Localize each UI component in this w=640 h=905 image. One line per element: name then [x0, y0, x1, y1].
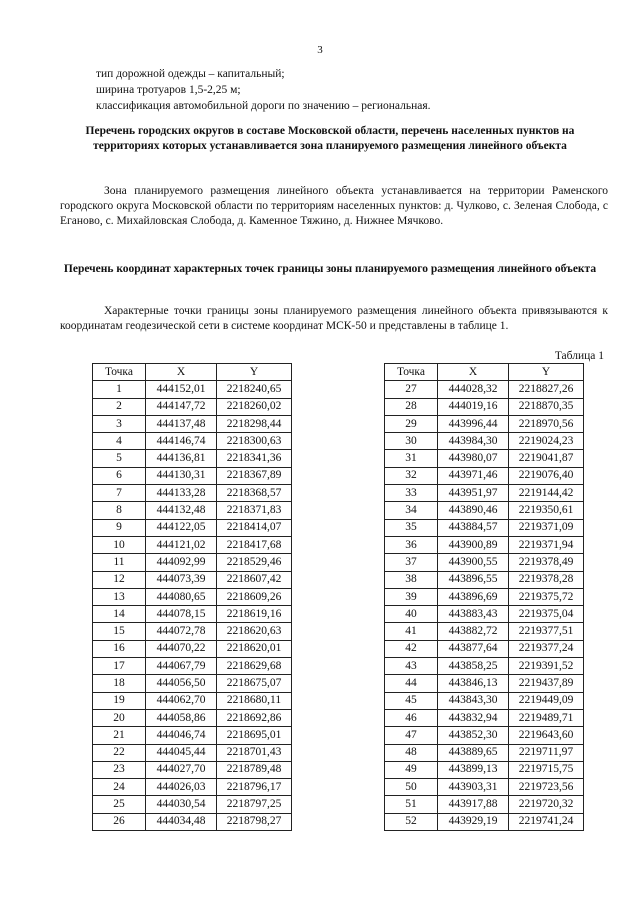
cell-point: 19 [93, 692, 146, 709]
cell-point: 45 [385, 692, 438, 709]
cell-y: 2218367,89 [217, 467, 292, 484]
cell-point: 7 [93, 485, 146, 502]
header-x: X [146, 364, 217, 381]
cell-x: 443984,30 [438, 433, 509, 450]
table-row [385, 761, 584, 778]
table-row [385, 692, 584, 709]
cell-point: 49 [385, 761, 438, 778]
cell-y: 2218798,27 [217, 813, 292, 830]
cell-y: 2218240,65 [217, 381, 292, 398]
cell-point: 21 [93, 727, 146, 744]
cell-x: 444026,03 [146, 779, 217, 796]
cell-x: 443846,13 [438, 675, 509, 692]
cell-x: 443843,30 [438, 692, 509, 709]
cell-point: 39 [385, 588, 438, 605]
cell-x: 444028,32 [438, 381, 509, 398]
cell-point: 23 [93, 761, 146, 778]
cell-point: 25 [93, 796, 146, 813]
cell-point: 43 [385, 658, 438, 675]
cell-x: 444072,78 [146, 623, 217, 640]
cell-x: 443884,57 [438, 519, 509, 536]
cell-y: 2219741,24 [509, 813, 584, 830]
cell-y: 2219350,61 [509, 502, 584, 519]
header-y: Y [509, 364, 584, 381]
cell-point: 32 [385, 467, 438, 484]
cell-point: 11 [93, 554, 146, 571]
cell-x: 444133,28 [146, 485, 217, 502]
cell-x: 443877,64 [438, 640, 509, 657]
cell-x: 443832,94 [438, 709, 509, 726]
cell-y: 2219391,52 [509, 658, 584, 675]
cell-point: 8 [93, 502, 146, 519]
cell-x: 444137,48 [146, 415, 217, 432]
cell-y: 2218414,07 [217, 519, 292, 536]
table-row [385, 709, 584, 726]
table-row [385, 381, 584, 398]
table-row [93, 588, 292, 605]
cell-x: 444073,39 [146, 571, 217, 588]
table-row [93, 398, 292, 415]
cell-y: 2218619,16 [217, 606, 292, 623]
cell-x: 443900,55 [438, 554, 509, 571]
cell-point: 52 [385, 813, 438, 830]
cell-point: 10 [93, 536, 146, 553]
table-row [385, 588, 584, 605]
section-heading-municipalities: Перечень городских округов в составе Московской области, перечень населенных пунктов на территориях которых устанавливается зона планируемого размещения линейного объекта [85, 125, 575, 152]
table-row [93, 709, 292, 726]
table-row [93, 675, 292, 692]
cell-y: 2219371,94 [509, 536, 584, 553]
section-heading-coordinates: Перечень координат характерных точек границы зоны планируемого размещения линейного объекта [63, 263, 597, 275]
cell-y: 2219489,71 [509, 709, 584, 726]
cell-x: 443896,55 [438, 571, 509, 588]
cell-y: 2219378,49 [509, 554, 584, 571]
table-row [385, 796, 584, 813]
cell-x: 443917,88 [438, 796, 509, 813]
cell-y: 2219024,23 [509, 433, 584, 450]
table-row [385, 536, 584, 553]
cell-point: 37 [385, 554, 438, 571]
table-row [385, 502, 584, 519]
cell-point: 18 [93, 675, 146, 692]
cell-x: 444130,31 [146, 467, 217, 484]
cell-point: 40 [385, 606, 438, 623]
cell-x: 443900,89 [438, 536, 509, 553]
cell-y: 2218797,25 [217, 796, 292, 813]
cell-x: 444027,70 [146, 761, 217, 778]
cell-y: 2219643,60 [509, 727, 584, 744]
cell-y: 2219449,09 [509, 692, 584, 709]
cell-y: 2218607,42 [217, 571, 292, 588]
cell-x: 444121,02 [146, 536, 217, 553]
table-row [93, 485, 292, 502]
cell-point: 6 [93, 467, 146, 484]
cell-x: 444045,44 [146, 744, 217, 761]
cell-point: 5 [93, 450, 146, 467]
table-row [385, 744, 584, 761]
table-row [93, 623, 292, 640]
table-row [385, 433, 584, 450]
table-row [93, 381, 292, 398]
table-caption: Таблица 1 [554, 350, 604, 362]
cell-x: 444122,05 [146, 519, 217, 536]
cell-x: 444092,99 [146, 554, 217, 571]
cell-point: 15 [93, 623, 146, 640]
table-row [385, 571, 584, 588]
table-row [385, 398, 584, 415]
table-row [385, 485, 584, 502]
intro-lines [96, 66, 431, 114]
coordinates-table-right [384, 363, 584, 831]
cell-y: 2219711,97 [509, 744, 584, 761]
table-row [385, 623, 584, 640]
cell-point: 20 [93, 709, 146, 726]
table-row [385, 779, 584, 796]
table-row [385, 640, 584, 657]
table-row [93, 779, 292, 796]
cell-y: 2218609,26 [217, 588, 292, 605]
cell-point: 3 [93, 415, 146, 432]
header-point: Точка [93, 364, 146, 381]
cell-x: 444058,86 [146, 709, 217, 726]
cell-y: 2218368,57 [217, 485, 292, 502]
intro-line: тип дорожной одежды – капитальный; [96, 68, 285, 80]
cell-y: 2219377,51 [509, 623, 584, 640]
cell-y: 2218341,36 [217, 450, 292, 467]
header-point: Точка [385, 364, 438, 381]
table-row [93, 606, 292, 623]
cell-point: 48 [385, 744, 438, 761]
table-row [93, 640, 292, 657]
cell-x: 444056,50 [146, 675, 217, 692]
table-row [93, 415, 292, 432]
cell-point: 12 [93, 571, 146, 588]
cell-x: 444147,72 [146, 398, 217, 415]
table-header-row [385, 364, 584, 381]
cell-point: 27 [385, 381, 438, 398]
header-y: Y [217, 364, 292, 381]
cell-x: 443971,46 [438, 467, 509, 484]
cell-point: 38 [385, 571, 438, 588]
table-row [93, 744, 292, 761]
cell-point: 33 [385, 485, 438, 502]
table-row [93, 658, 292, 675]
cell-x: 443980,07 [438, 450, 509, 467]
cell-x: 443951,97 [438, 485, 509, 502]
cell-x: 444146,74 [146, 433, 217, 450]
table-row [385, 519, 584, 536]
cell-point: 28 [385, 398, 438, 415]
cell-x: 444019,16 [438, 398, 509, 415]
cell-x: 443889,65 [438, 744, 509, 761]
cell-x: 443896,69 [438, 588, 509, 605]
cell-x: 444152,01 [146, 381, 217, 398]
cell-x: 443858,25 [438, 658, 509, 675]
cell-y: 2219144,42 [509, 485, 584, 502]
cell-x: 444080,65 [146, 588, 217, 605]
cell-y: 2219437,89 [509, 675, 584, 692]
cell-x: 444136,81 [146, 450, 217, 467]
cell-point: 4 [93, 433, 146, 450]
cell-x: 443996,44 [438, 415, 509, 432]
cell-point: 36 [385, 536, 438, 553]
cell-x: 444062,70 [146, 692, 217, 709]
cell-y: 2218796,17 [217, 779, 292, 796]
cell-point: 46 [385, 709, 438, 726]
cell-y: 2219715,75 [509, 761, 584, 778]
cell-point: 42 [385, 640, 438, 657]
cell-point: 47 [385, 727, 438, 744]
table-row [93, 433, 292, 450]
cell-y: 2218629,68 [217, 658, 292, 675]
cell-point: 44 [385, 675, 438, 692]
cell-x: 443883,43 [438, 606, 509, 623]
table-row [93, 692, 292, 709]
cell-y: 2218680,11 [217, 692, 292, 709]
cell-point: 13 [93, 588, 146, 605]
cell-x: 444034,48 [146, 813, 217, 830]
table-row [385, 554, 584, 571]
cell-point: 22 [93, 744, 146, 761]
cell-y: 2219371,09 [509, 519, 584, 536]
cell-y: 2219076,40 [509, 467, 584, 484]
cell-y: 2218827,26 [509, 381, 584, 398]
table-row [93, 554, 292, 571]
table-row [93, 519, 292, 536]
cell-y: 2218970,56 [509, 415, 584, 432]
cell-point: 51 [385, 796, 438, 813]
cell-point: 14 [93, 606, 146, 623]
table-row [385, 658, 584, 675]
cell-y: 2219723,56 [509, 779, 584, 796]
cell-y: 2218789,48 [217, 761, 292, 778]
cell-y: 2218417,68 [217, 536, 292, 553]
paragraph-zone-territory: Зона планируемого размещения линейного объекта устанавливается на территории Раменского городского округа Московской области по территориям населенных пунктов: д. Чулково, с. Зеленая Слобода, с Еганово, с. Михайловская Слобода, д. Каменное Тяжино, д. Нижнее Мячково. [60, 185, 608, 227]
cell-x: 443929,19 [438, 813, 509, 830]
table-row [385, 415, 584, 432]
cell-point: 50 [385, 779, 438, 796]
cell-point: 9 [93, 519, 146, 536]
table-row [93, 813, 292, 830]
cell-x: 443903,31 [438, 779, 509, 796]
table-row [385, 467, 584, 484]
coordinates-table-left [92, 363, 292, 831]
cell-y: 2219375,04 [509, 606, 584, 623]
cell-point: 35 [385, 519, 438, 536]
table-row [93, 571, 292, 588]
cell-x: 444046,74 [146, 727, 217, 744]
cell-y: 2219378,28 [509, 571, 584, 588]
table-row [93, 502, 292, 519]
cell-x: 444132,48 [146, 502, 217, 519]
cell-y: 2219720,32 [509, 796, 584, 813]
cell-y: 2218695,01 [217, 727, 292, 744]
cell-y: 2218298,44 [217, 415, 292, 432]
cell-point: 1 [93, 381, 146, 398]
cell-y: 2218692,86 [217, 709, 292, 726]
cell-point: 41 [385, 623, 438, 640]
cell-y: 2218870,35 [509, 398, 584, 415]
cell-point: 24 [93, 779, 146, 796]
table-row [93, 796, 292, 813]
table-row [93, 536, 292, 553]
cell-point: 16 [93, 640, 146, 657]
cell-y: 2218529,46 [217, 554, 292, 571]
cell-y: 2219377,24 [509, 640, 584, 657]
cell-y: 2218260,02 [217, 398, 292, 415]
cell-y: 2218701,43 [217, 744, 292, 761]
cell-point: 17 [93, 658, 146, 675]
table-row [385, 727, 584, 744]
cell-x: 443899,13 [438, 761, 509, 778]
cell-point: 26 [93, 813, 146, 830]
table-row [385, 813, 584, 830]
table-row [385, 450, 584, 467]
cell-point: 31 [385, 450, 438, 467]
table-row [93, 467, 292, 484]
table-header-row [93, 364, 292, 381]
paragraph-coordinate-system: Характерные точки границы зоны планируемого размещения линейного объекта привязываются к координатам геодезической сети в системе координат МСК-50 и представлены в таблице 1. [60, 305, 608, 332]
cell-y: 2218620,01 [217, 640, 292, 657]
cell-y: 2219375,72 [509, 588, 584, 605]
header-x: X [438, 364, 509, 381]
cell-point: 34 [385, 502, 438, 519]
cell-y: 2219041,87 [509, 450, 584, 467]
cell-x: 443890,46 [438, 502, 509, 519]
cell-x: 444070,22 [146, 640, 217, 657]
intro-line: классификация автомобильной дороги по значению – региональная. [96, 100, 431, 112]
cell-x: 443882,72 [438, 623, 509, 640]
table-row [93, 727, 292, 744]
cell-x: 444078,15 [146, 606, 217, 623]
table-row [385, 606, 584, 623]
intro-line: ширина тротуаров 1,5-2,25 м; [96, 84, 241, 96]
table-row [93, 761, 292, 778]
cell-point: 30 [385, 433, 438, 450]
cell-y: 2218620,63 [217, 623, 292, 640]
page-number: 3 [317, 44, 323, 56]
cell-point: 2 [93, 398, 146, 415]
cell-x: 444067,79 [146, 658, 217, 675]
cell-x: 444030,54 [146, 796, 217, 813]
cell-y: 2218675,07 [217, 675, 292, 692]
table-row [385, 675, 584, 692]
cell-x: 443852,30 [438, 727, 509, 744]
cell-y: 2218371,83 [217, 502, 292, 519]
cell-y: 2218300,63 [217, 433, 292, 450]
table-row [93, 450, 292, 467]
cell-point: 29 [385, 415, 438, 432]
